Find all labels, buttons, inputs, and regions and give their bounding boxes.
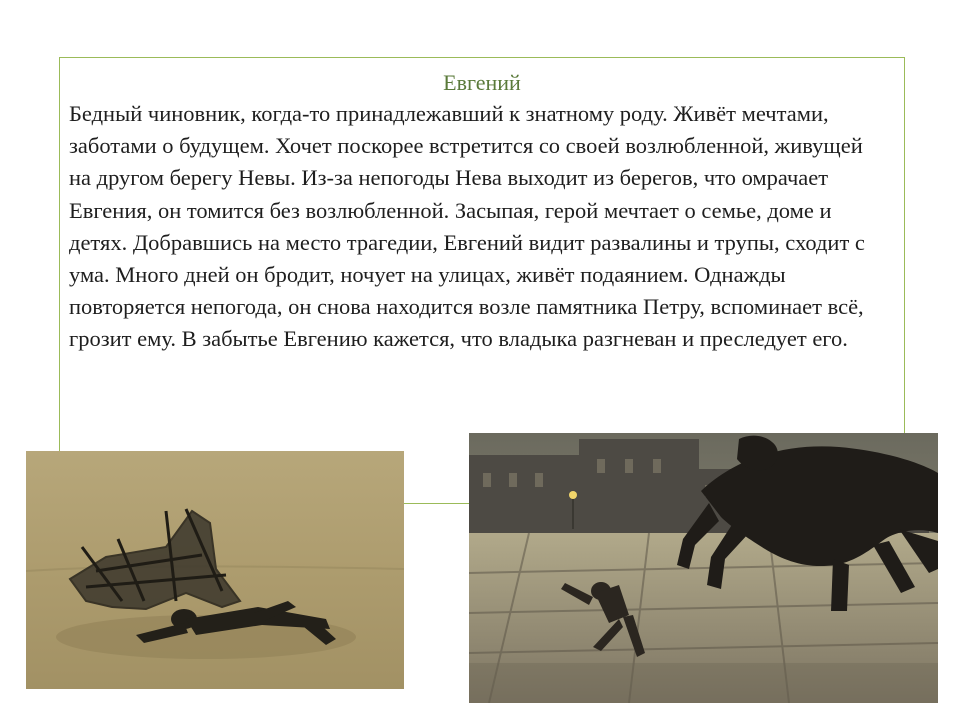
evgeny-lying-by-ruins-illustration xyxy=(26,451,404,689)
character-description: Бедный чиновник, когда-то принадлежавший к знатному роду. Живёт мечтами, заботами о будущем. Хочет поскорее встретится со своей возлюбленной, живущей на другом берегу Невы. Из-за непогоды Нева выходит из берегов, что омрачает Евгения, он томится без возлюбленной. Засыпая, герой мечтает о семье, доме и детях. Добравшись на место трагедии, Евгений видит развалины и трупы, сходит с ума. Много дней он бродит, ночует на улицах, живёт подаянием. Однажды повторяется непогода, он снова находится возле памятника Петру, вспоминает всё, грозит ему. В забытье Евгению кажется, что владыка разгневан и преследует его. xyxy=(69,101,865,352)
character-title: Евгений xyxy=(443,70,521,95)
evgeny-fleeing-bronze-horseman-illustration xyxy=(469,433,938,703)
